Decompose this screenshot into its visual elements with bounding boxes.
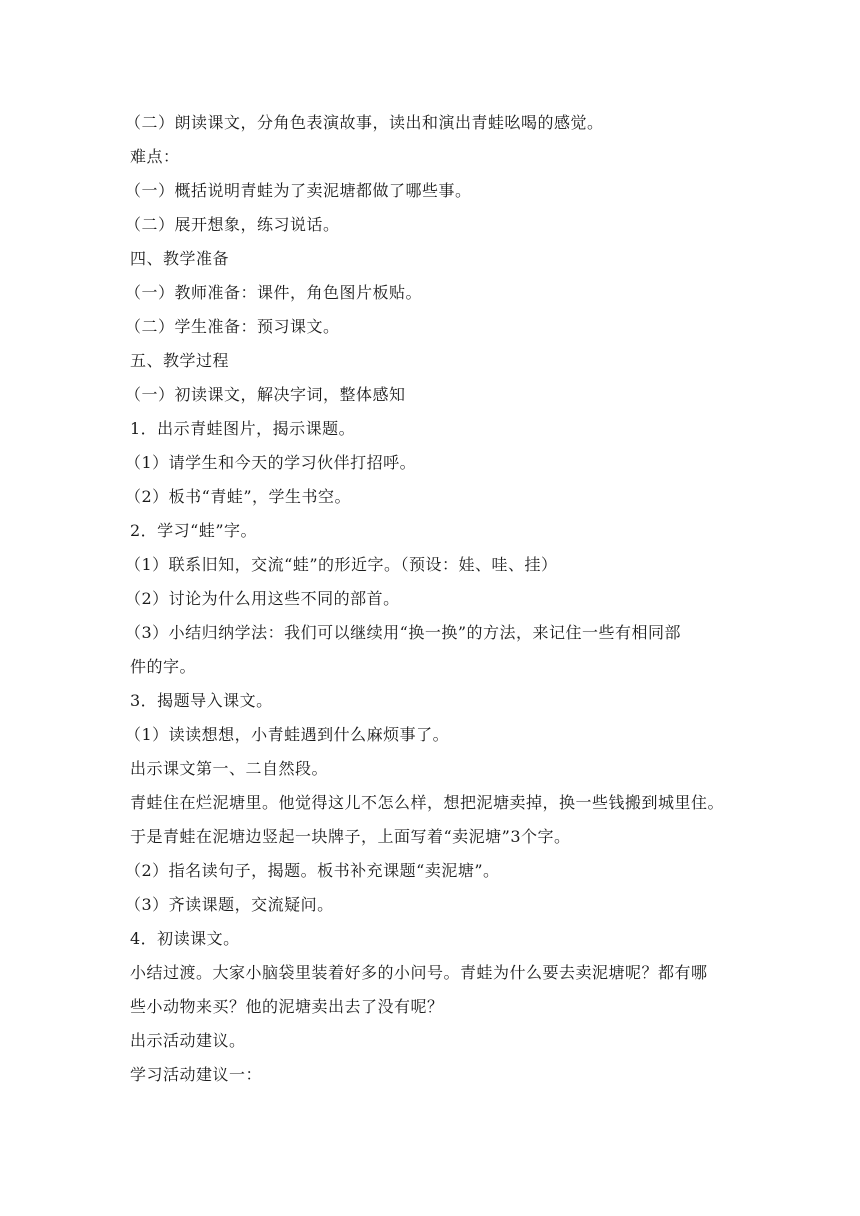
text-line: （3）齐读课题，交流疑问。 xyxy=(125,895,334,914)
text-line: （二）展开想象，练习说话。 xyxy=(125,215,340,234)
text-line: 难点： xyxy=(130,147,180,166)
text-line: 小结过渡。大家小脑袋里装着好多的小问号。青蛙为什么要去卖泥塘呢？都有哪 xyxy=(130,963,708,982)
text-line: 出示课文第一、二自然段。 xyxy=(130,759,329,778)
text-line: 学习活动建议一： xyxy=(130,1065,263,1084)
text-line: （1）联系旧知，交流“蛙”的形近字。（预设：娃、哇、挂） xyxy=(125,555,558,574)
text-line: 青蛙住在烂泥塘里。他觉得这儿不怎么样，想把泥塘卖掉，换一些钱搬到城里住。 xyxy=(130,793,725,812)
text-line: （一）教师准备：课件，角色图片板贴。 xyxy=(125,283,423,302)
text-line: 件的字。 xyxy=(130,657,197,676)
text-line: （一）概括说明青蛙为了卖泥塘都做了哪些事。 xyxy=(125,181,472,200)
text-line: 3．揭题导入课文。 xyxy=(130,691,273,710)
text-line: （1）请学生和今天的学习伙伴打招呼。 xyxy=(125,453,417,472)
section-heading: 四、教学准备 xyxy=(130,249,230,268)
document-body xyxy=(125,106,740,1092)
text-line: （二）朗读课文，分角色表演故事，读出和演出青蛙吆喝的感觉。 xyxy=(125,113,604,132)
text-line: 出示活动建议。 xyxy=(130,1031,246,1050)
text-line: 些小动物来买？他的泥塘卖出去了没有呢？ xyxy=(130,997,444,1016)
text-line: 2．学习“蛙”字。 xyxy=(130,521,258,540)
text-line: 于是青蛙在泥塘边竖起一块牌子，上面写着“卖泥塘”3个字。 xyxy=(130,827,571,846)
text-line: （2）指名读句子，揭题。板书补充课题“卖泥塘”。 xyxy=(125,861,500,880)
text-line: 4．初读课文。 xyxy=(130,929,240,948)
section-heading: 五、教学过程 xyxy=(130,351,230,370)
text-line: （1）读读想想，小青蛙遇到什么麻烦事了。 xyxy=(125,725,450,744)
text-line: （3）小结归纳学法：我们可以继续用“换一换”的方法，来记住一些有相同部 xyxy=(125,623,682,642)
text-line: （一）初读课文，解决字词，整体感知 xyxy=(125,385,406,404)
text-line: （2）板书“青蛙”，学生书空。 xyxy=(125,487,352,506)
text-line: （二）学生准备：预习课文。 xyxy=(125,317,340,336)
text-line: （2）讨论为什么用这些不同的部首。 xyxy=(125,589,400,608)
text-line: 1．出示青蛙图片，揭示课题。 xyxy=(130,419,356,438)
